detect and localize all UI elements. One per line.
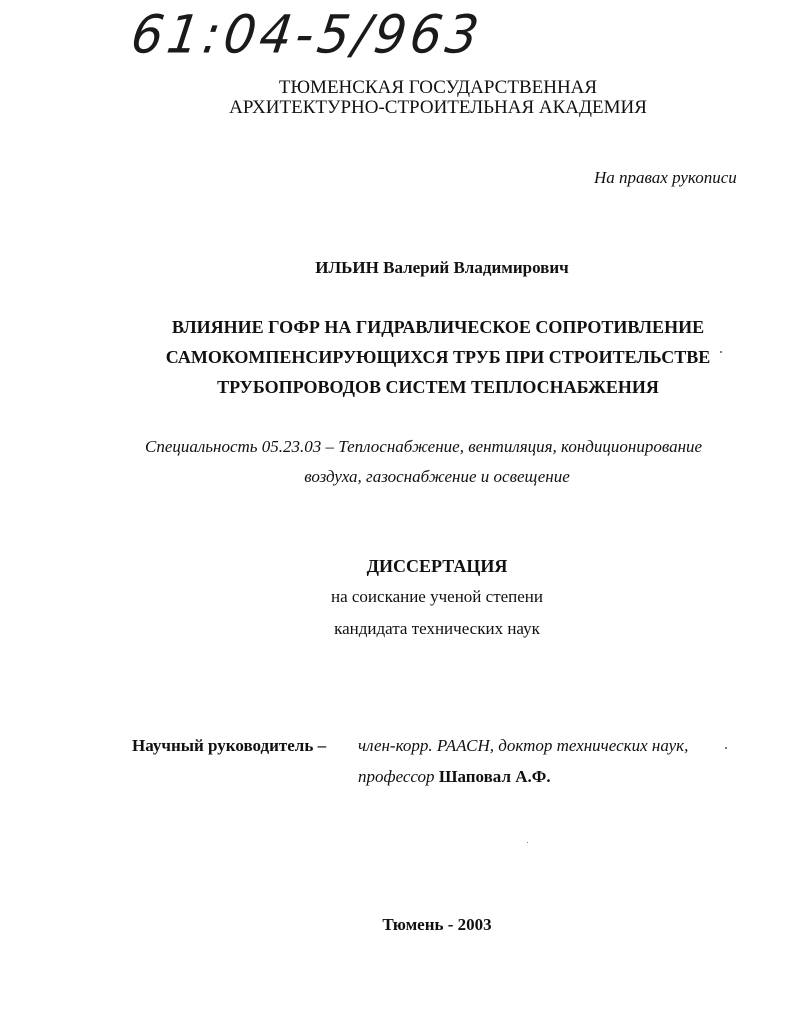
advisor-title: профессор	[358, 767, 435, 786]
scan-speck	[527, 842, 528, 843]
advisor-credentials: член-корр. РААСН, доктор технических наук,	[358, 736, 689, 755]
city-year: Тюмень - 2003	[382, 915, 492, 934]
scan-speck	[725, 747, 727, 749]
handwritten-registration-number: 61:04-5/963	[127, 4, 487, 65]
specialty-line2: воздуха, газоснабжение и освещение	[304, 467, 570, 486]
degree-line2: кандидата технических наук	[334, 619, 540, 638]
organization-name-line2: АРХИТЕКТУРНО-СТРОИТЕЛЬНАЯ АКАДЕМИЯ	[229, 97, 647, 118]
document-type: ДИССЕРТАЦИЯ	[366, 556, 508, 576]
author-name: ИЛЬИН Валерий Владимирович	[315, 258, 569, 277]
thesis-title-line3: ТРУБОПРОВОДОВ СИСТЕМ ТЕПЛОСНАБЖЕНИЯ	[217, 377, 659, 397]
organization-name-line1: ТЮМЕНСКАЯ ГОСУДАРСТВЕННАЯ	[278, 77, 598, 98]
specialty-line1: Специальность 05.23.03 – Теплоснабжение, вентиляция, кондиционирование	[145, 437, 703, 456]
thesis-title-line2: САМОКОМПЕНСИРУЮЩИХСЯ ТРУБ ПРИ СТРОИТЕЛЬСТВЕ	[165, 347, 711, 367]
scan-speck	[720, 351, 722, 353]
advisor-name-line	[358, 767, 551, 787]
thesis-title-line1: ВЛИЯНИЕ ГОФР НА ГИДРАВЛИЧЕСКОЕ СОПРОТИВЛЕНИЕ	[171, 317, 705, 337]
rights-note: На правах рукописи	[594, 168, 737, 187]
advisor-label: Научный руководитель –	[132, 736, 327, 755]
degree-line1: на соискание ученой степени	[330, 587, 544, 606]
advisor-name: Шаповал А.Ф.	[438, 767, 551, 786]
